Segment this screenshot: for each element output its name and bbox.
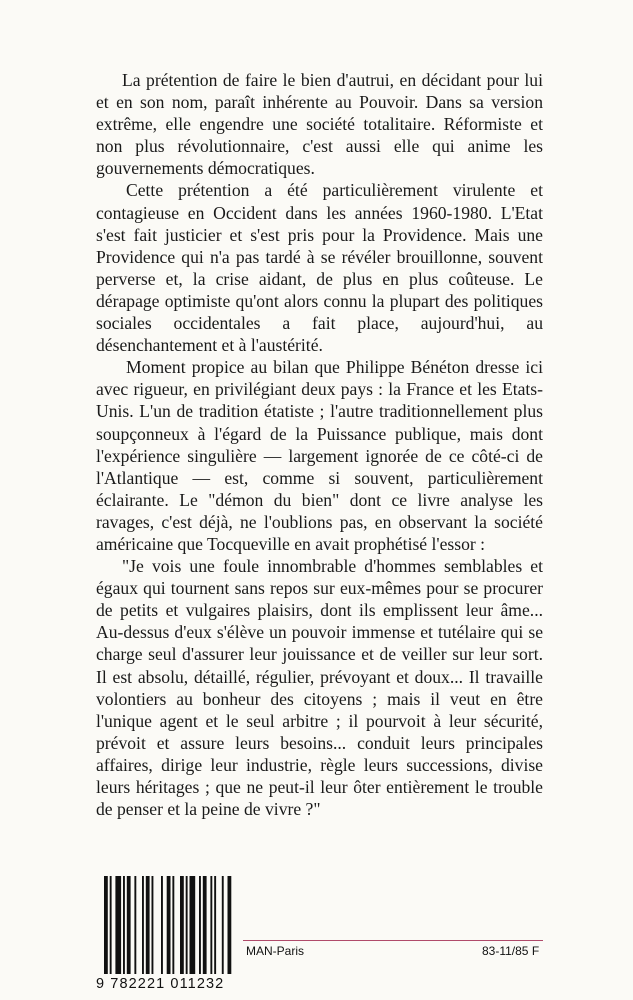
isbn-barcode (96, 876, 234, 994)
back-cover-text (96, 69, 543, 820)
catalog-code: 83-11/85 F (482, 944, 540, 958)
paragraph-intro: La prétention de faire le bien d'autrui, en décidant pour lui et en son nom, paraît inhérente au Pouvoir. Dans sa version extrême, elle engendre une société totalitaire. Réformiste et non plus révolutionnaire, c'est aussi elle qui anime les gouvernements démocratiques. (96, 70, 543, 179)
paragraph-tocqueville-quote: "Je vois une foule innombrable d'hommes semblables et égaux qui tournent sans repos sur eux-mêmes pour se procurer de petits et vulgaires plaisirs, dont ils emplissent leur âme... Au-dessus d'eux s'élève un pouvoir immense et tutélaire qui se charge seul d'assurer leur jouissance et de veiller sur leur sort. Il est absolu, détaillé, régulier, prévoyant et doux... Il travaille volontiers au bonheur des citoyens ; mais il veut en être l'unique agent et le seul arbitre ; il pourvoit à leur sécurité, prévoit et assure leurs besoins... conduit leurs principales affaires, dirige leur industrie, règle leurs successions, divise leurs héritages ; que ne peut-il leur ôter entièrement le trouble de penser et la peine de vivre ?" (96, 556, 543, 820)
publisher-name: MAN-Paris (246, 944, 305, 958)
paragraph-context: Cette prétention a été particulièrement virulente et contagieuse en Occident dans les années 1960-1980. L'Etat s'est fait justicier et s'est pris pour la Providence. Mais une Providence qui n'a pas tardé à se révéler brouillonne, souvent perverse et, la crise aidant, de plus en plus coûteuse. Le dérapage optimiste qu'ont alors connu la plupart des politiques sociales occidentales a fait place, aujourd'hui, au désenchantement et à l'austérité. (96, 180, 543, 356)
publisher-divider (243, 940, 543, 941)
barcode-bars (96, 876, 234, 974)
isbn-digits: 9 782221 011232 (96, 976, 225, 992)
paragraph-author: Moment propice au bilan que Philippe Bénéton dresse ici avec rigueur, en privilégiant deux pays : la France et les Etats-Unis. L'un de tradition étatiste ; l'autre traditionnellement plus soupçonneux à l'égard de la Puissance publique, mais dont l'expérience singulière — largement ignorée de ce côté-ci de l'Atlantique — est, comme si souvent, particulièrement éclairante. Le "démon du bien" dont ce livre analyse les ravages, c'est déjà, ne l'oublions pas, en observant la société américaine que Tocqueville en avait prophétisé l'essor : (96, 357, 543, 554)
